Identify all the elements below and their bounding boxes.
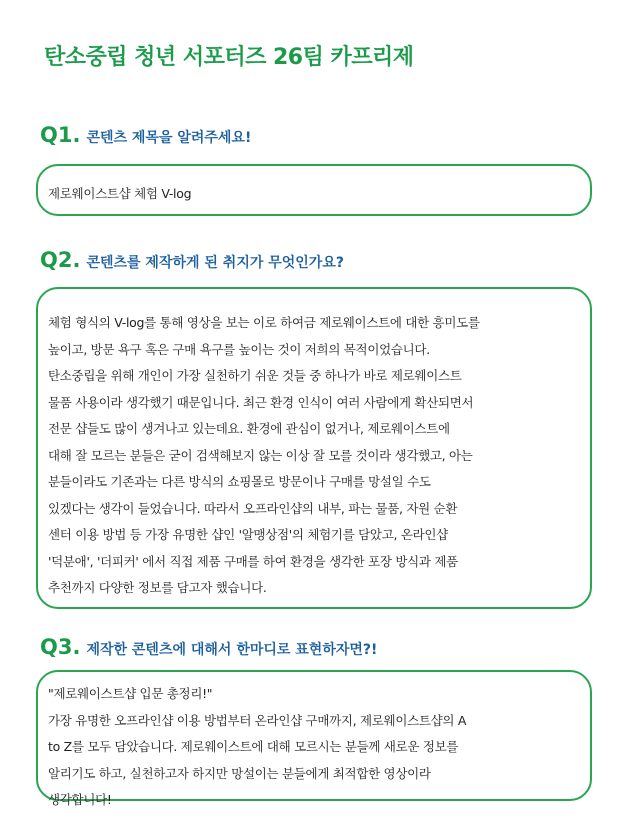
- question-3-label: 제작한 콘텐츠에 대해서 한마디로 표현하자면?!: [86, 642, 378, 658]
- answer-2-text: [48, 310, 588, 602]
- answer-2-line: 있겠다는 생각이 들었습니다. 따라서 오프라인샵의 내부, 파는 물품, 자원 순환: [48, 500, 458, 516]
- answer-3-line: "제로웨이스트샵 입문 총정리!": [48, 686, 213, 701]
- question-3: [40, 635, 377, 659]
- answer-2-line: 추천까지 다양한 정보를 담고자 했습니다.: [48, 580, 267, 595]
- answer-3-line: 가장 유명한 오프라인샵 이용 방법부터 온라인샵 구매까지, 제로웨이스트샵의 A: [48, 712, 467, 728]
- answer-2-line: 탄소중립을 위해 개인이 가장 실천하기 쉬운 것들 중 하나가 바로 제로웨이스트: [48, 368, 462, 383]
- answer-3-line: 생각합니다!: [48, 792, 112, 807]
- answer-1-line: 제로웨이스트샵 체험 V-log: [48, 186, 192, 201]
- question-2-label: 콘텐츠를 제작하게 된 취지가 무엇인가요?: [86, 255, 344, 271]
- answer-3-line: to Z를 모두 담았습니다. 제로웨이스트에 대해 모르시는 분들께 새로운 정보를: [48, 739, 459, 754]
- answer-2-line: 높이고, 방문 욕구 혹은 구매 욕구를 높이는 것이 저희의 목적이었습니다.: [48, 341, 430, 357]
- answer-1-text: [48, 180, 588, 208]
- answer-2-line: 체험 형식의 V-log를 통해 영상을 보는 이로 하여금 제로웨이스트에 대한 흥미도를: [48, 315, 480, 330]
- answer-2-line: 대해 잘 모르는 분들은 굳이 검색해보지 않는 이상 잘 모를 것이라 생각했고, 아는: [48, 447, 473, 463]
- answer-3-line: 알리기도 하고, 실천하고자 하지만 망설이는 분들에게 최적합한 영상이라: [48, 765, 431, 781]
- question-1: [40, 123, 251, 147]
- answer-2-line: '덕분애', '더피커' 에서 직접 제품 구매를 하여 환경을 생각한 포장 방식과 제품: [48, 553, 458, 569]
- answer-2-line: 전문 샵들도 많이 생겨나고 있는데요. 환경에 관심이 없거나, 제로웨이스트에: [48, 421, 450, 436]
- answer-2-line: 센터 이용 방법 등 가장 유명한 샵인 '알맹상점'의 체험기를 담았고, 온라인샵: [48, 527, 448, 542]
- question-1-number: Q1.: [40, 123, 81, 147]
- question-3-number: Q3.: [40, 635, 81, 659]
- question-2: [40, 248, 344, 272]
- question-2-number: Q2.: [40, 248, 81, 272]
- answer-2-line: 물품 사용이라 생각했기 때문입니다. 최근 환경 인식이 여러 사람에게 확산되면서: [48, 394, 474, 410]
- question-1-label: 콘텐츠 제목을 알려주세요!: [86, 130, 252, 146]
- answer-3-text: [48, 681, 588, 814]
- page-title: 탄소중립 청년 서포터즈 26팀 카프리제: [44, 45, 414, 70]
- answer-2-line: 분들이라도 기존과는 다른 방식의 쇼핑몰로 방문이나 구매를 망설일 수도: [48, 474, 431, 489]
